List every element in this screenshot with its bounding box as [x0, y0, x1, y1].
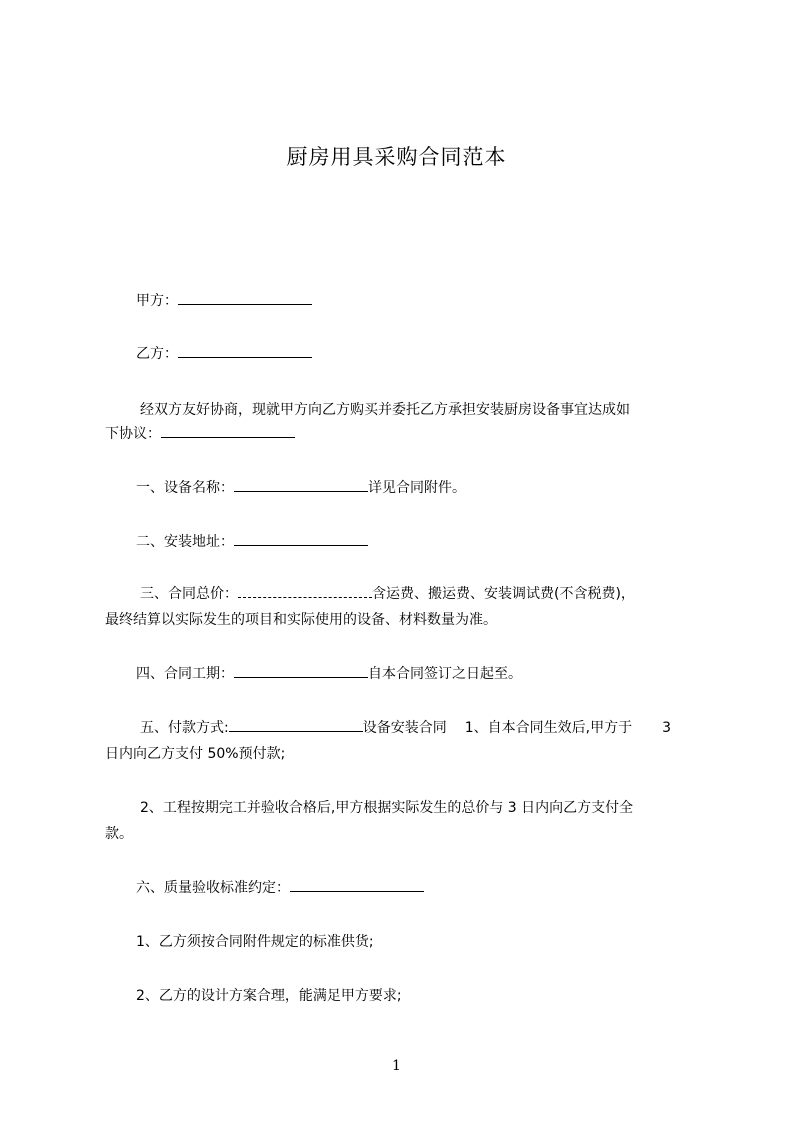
- page-number: 1: [392, 1058, 401, 1074]
- item-4-label: 四、合同工期：: [136, 666, 234, 682]
- party-a-blank: [178, 291, 312, 305]
- party-a-line: [136, 291, 716, 311]
- item-5-suffix-b: 1、自本合同生效后,甲方于: [464, 720, 633, 736]
- item-6-sub-1: 1、乙方须按合同附件规定的标准供货;: [136, 934, 374, 950]
- item-2-line: [136, 532, 716, 552]
- item-5-para2-line-1: 2、工程按期完工并验收合格后,甲方根据实际发生的总价与 3 日内向乙方支付全: [140, 800, 634, 816]
- item-5-suffix-a: 设备安装合同: [362, 720, 447, 736]
- item-3-suffix: 含运费、搬运费、安装调试费(不含税费)，: [372, 586, 635, 602]
- item-1-label: 一、设备名称：: [136, 480, 234, 496]
- item-5-suffix-c: 3: [662, 720, 671, 736]
- item-6-blank: [290, 878, 424, 892]
- item-6-line: [136, 878, 716, 898]
- item-4-line: [136, 664, 716, 684]
- party-b-label: 乙方：: [136, 346, 178, 362]
- item-6-label: 六、质量验收标准约定：: [136, 880, 290, 896]
- item-5-label: 五、付款方式:: [140, 720, 229, 736]
- item-3-label: 三、合同总价：: [140, 586, 238, 602]
- item-5-para2-line-2: 款。: [105, 826, 133, 842]
- item-6-sub-2: 2、乙方的设计方案合理，能满足甲方要求;: [136, 988, 402, 1004]
- item-1-line: [136, 478, 716, 498]
- item-3-blank: [238, 584, 372, 598]
- document-title: 厨房用具采购合同范本: [286, 145, 507, 169]
- item-4-suffix: 自本合同签订之日起至。: [368, 666, 522, 682]
- intro-line-1: 经双方友好协商，现就甲方向乙方购买并委托乙方承担安装厨房设备事宜达成如: [140, 402, 630, 418]
- item-5-line-1: [140, 718, 716, 738]
- item-3-line-1: [140, 584, 716, 604]
- intro-blank: [161, 424, 295, 438]
- item-3-line-2: 最终结算以实际发生的项目和实际使用的设备、材料数量为准。: [105, 612, 497, 628]
- party-a-label: 甲方：: [136, 293, 178, 309]
- intro-line-2: [105, 424, 715, 444]
- item-1-blank: [234, 478, 368, 492]
- item-2-label: 二、安装地址：: [136, 534, 234, 550]
- item-2-blank: [234, 532, 368, 546]
- party-b-blank: [178, 344, 312, 358]
- item-5-line-2: 日内向乙方支付 50%预付款;: [105, 746, 286, 762]
- item-4-blank: [234, 664, 368, 678]
- party-b-line: [136, 344, 716, 364]
- item-5-blank: [229, 718, 363, 732]
- item-1-suffix: 详见合同附件。: [368, 480, 466, 496]
- intro-line-2-prefix: 下协议：: [105, 426, 161, 442]
